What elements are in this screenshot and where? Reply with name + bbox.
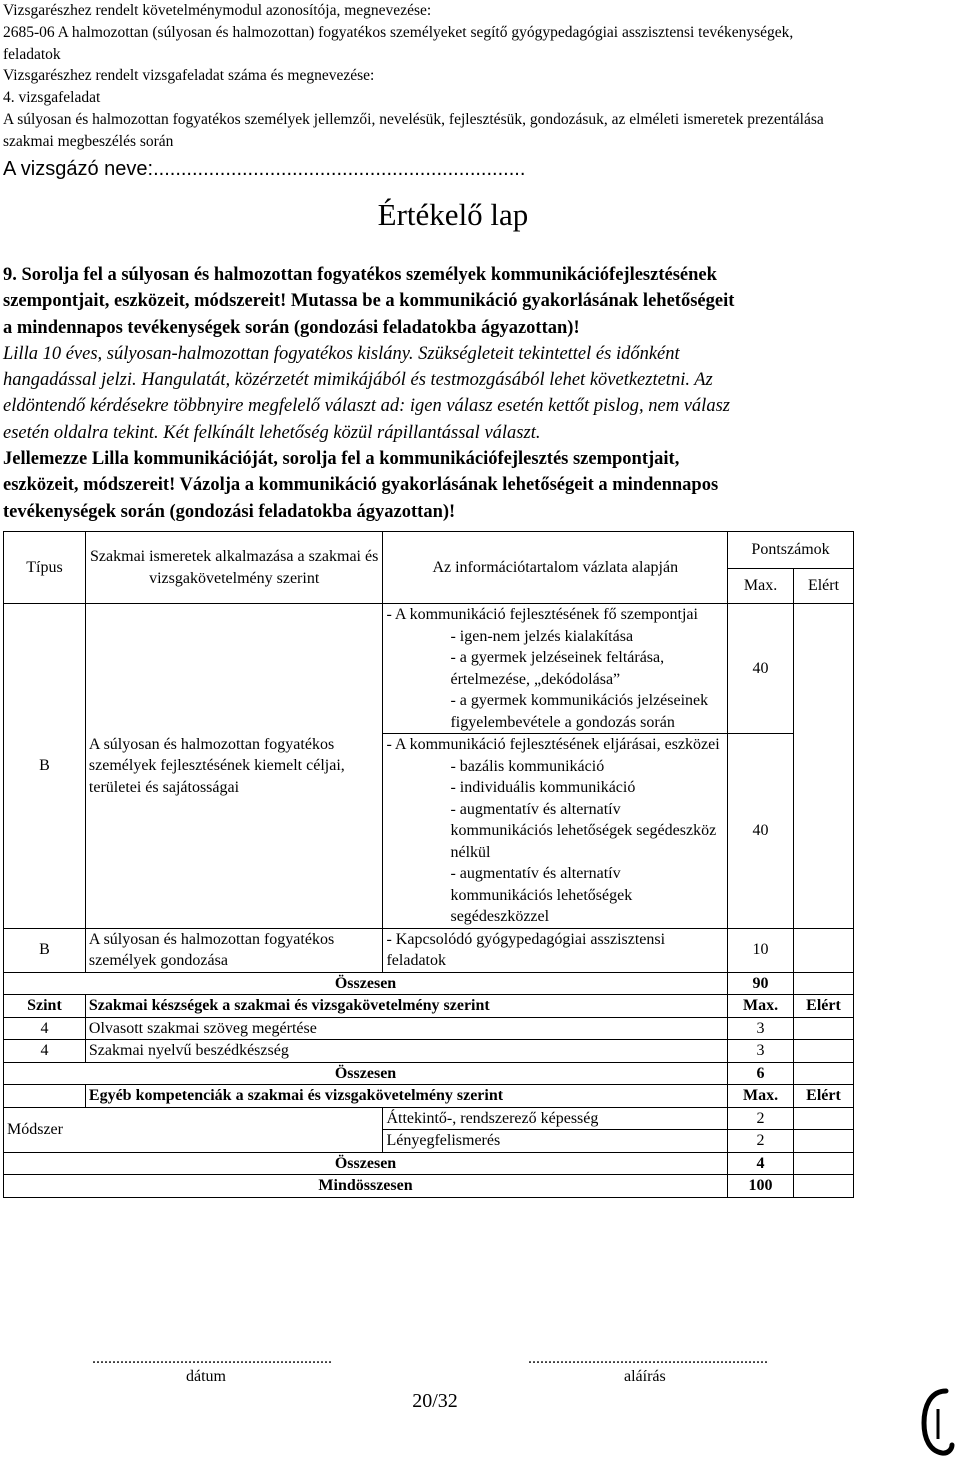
header-type: Típus xyxy=(4,532,86,604)
page-number: 20/32 xyxy=(412,1390,458,1412)
task-line: tevékenységek során (gondozási feladatokba ágyazottan)! xyxy=(3,501,456,522)
header-line: A súlyosan és halmozottan fogyatékos személyek jellemzői, nevelésük, fejlesztésük, gondozásuk, az elméleti ismeretek prezentálása xyxy=(3,110,824,128)
other-achieved-header: Elért xyxy=(794,1085,854,1108)
info-line: - augmentatív és alternatív kommunikációs lehetőségek segédeszköz nélkül xyxy=(450,800,717,861)
header-line: Vizsgarészhez rendelt vizsgafeladat száma és megnevezése: xyxy=(3,67,375,85)
total-value: 90 xyxy=(728,972,794,995)
table-row xyxy=(4,928,854,972)
skill-name: Szakmai nyelvű beszédkészség xyxy=(85,1040,727,1063)
competence-name: Lényegfelismerés xyxy=(383,1130,728,1153)
task-line: eszközeit, módszereit! Vázolja a kommunikáció gyakorlásának lehetőségeit a mindennapos xyxy=(3,475,719,496)
table-header-row xyxy=(4,532,854,569)
total-value: 4 xyxy=(728,1152,794,1175)
skill-achieved[interactable] xyxy=(794,1040,854,1063)
info-line: - individuális kommunikáció xyxy=(450,779,636,796)
header-line: szakmai megbeszélés során xyxy=(3,132,174,150)
total-row xyxy=(4,972,854,995)
task-line: szempontjait, eszközeit, módszereit! Mutassa be a kommunikáció gyakorlásának lehetőségeit xyxy=(3,291,735,312)
info-line: - igen-nem jelzés kialakítása xyxy=(450,627,634,645)
total-label: Összesen xyxy=(4,1152,728,1175)
row-knowledge: A súlyosan és halmozottan fogyatékos személyek fejlesztésének kiemelt céljai, területei és sajátosságai xyxy=(85,604,383,929)
skill-level: 4 xyxy=(4,1017,86,1040)
header-info: Az információtartalom vázlata alapján xyxy=(383,532,728,604)
task-line: 9. Sorolja fel a súlyosan és halmozottan fogyatékos személyek kommunikációfejlesztésének xyxy=(3,265,717,285)
info-line: - a gyermek jelzéseinek feltárása, értelmezése, „dekódolása” xyxy=(450,649,665,688)
other-max-header: Max. xyxy=(728,1085,794,1108)
table-row xyxy=(4,604,854,734)
row-info xyxy=(383,604,728,734)
competence-name: Áttekintő-, rendszerező képesség xyxy=(383,1107,728,1130)
header-achieved: Elért xyxy=(794,569,854,604)
skill-achieved[interactable] xyxy=(794,1017,854,1040)
table-row xyxy=(4,1107,854,1130)
header-line: Vizsgarészhez rendelt követelménymodul azonosítója, megnevezése: xyxy=(3,2,432,19)
grand-total-row xyxy=(4,1175,854,1198)
signature-dots: ............................................................ xyxy=(528,1350,768,1367)
total-achieved[interactable] xyxy=(794,1152,854,1175)
header-line: 2685-06 A halmozottan (súlyosan és halmozottan) fogyatékos személyeket segítő gyógypedagógiai asszisztensi tevékenységek, xyxy=(3,23,794,41)
skill-max: 3 xyxy=(728,1017,794,1040)
info-line: - a gyermek kommunikációs jelzéseinek figyelembevétele a gondozás során xyxy=(450,692,709,731)
row-achieved[interactable] xyxy=(794,928,854,972)
task-description xyxy=(3,262,953,525)
competence-max: 2 xyxy=(728,1130,794,1153)
method-label: Módszer xyxy=(4,1107,383,1152)
document-header xyxy=(3,0,953,153)
examinee-name-field: A vizsgázó neve:................................................................... xyxy=(3,158,526,180)
total-achieved[interactable] xyxy=(794,972,854,995)
total-row xyxy=(4,1152,854,1175)
skill-name: Olvasott szakmai szöveg megértése xyxy=(85,1017,727,1040)
row-type: B xyxy=(4,928,86,972)
row-max: 40 xyxy=(728,734,794,929)
section-header-row xyxy=(4,995,854,1018)
header-line: 4. vizsgafeladat xyxy=(3,89,101,107)
total-label: Összesen xyxy=(4,1062,728,1085)
row-max: 40 xyxy=(728,604,794,734)
info-line: - bazális kommunikáció xyxy=(450,757,605,775)
section-header-row xyxy=(4,1085,854,1108)
skills-achieved-header: Elért xyxy=(794,995,854,1018)
task-line: Jellemezze Lilla kommunikációját, sorolja fel a kommunikációfejlesztés szempontjait, xyxy=(3,449,680,470)
skills-header: Szakmai készségek a szakmai és vizsgakövetelmény szerint xyxy=(85,995,727,1018)
info-line: - augmentatív és alternatív kommunikációs lehetőségek segédeszközzel xyxy=(450,865,633,925)
competence-max: 2 xyxy=(728,1107,794,1130)
date-label: dátum xyxy=(186,1368,226,1385)
header-max: Max. xyxy=(728,569,794,604)
total-achieved[interactable] xyxy=(794,1062,854,1085)
total-value: 6 xyxy=(728,1062,794,1085)
competence-achieved[interactable] xyxy=(794,1130,854,1153)
signature-label: aláírás xyxy=(624,1368,666,1385)
date-dots: ............................................................ xyxy=(92,1350,332,1367)
evaluation-table xyxy=(3,531,854,1198)
case-line: eldöntendő kérdésekre többnyire megfelelő választ ad: igen válasz esetén kettőt pislog, nem válasz xyxy=(3,396,730,417)
row-info: - Kapcsolódó gyógypedagógiai asszisztensi feladatok xyxy=(383,928,728,972)
page-title: Értékelő lap xyxy=(377,197,529,232)
grand-total-value: 100 xyxy=(728,1175,794,1198)
row-knowledge: A súlyosan és halmozottan fogyatékos személyek gondozása xyxy=(85,928,383,972)
row-achieved[interactable] xyxy=(794,604,854,929)
table-row xyxy=(4,1017,854,1040)
competence-achieved[interactable] xyxy=(794,1107,854,1130)
info-line: - A kommunikáció fejlesztésének fő szempontjai xyxy=(386,606,698,623)
other-header: Egyéb kompetenciák a szakmai és vizsgakövetelmény szerint xyxy=(85,1085,727,1108)
total-row xyxy=(4,1062,854,1085)
task-line: a mindennapos tevékenységek során (gondozási feladatokba ágyazottan)! xyxy=(3,317,580,338)
grand-total-achieved[interactable] xyxy=(794,1175,854,1198)
row-max: 10 xyxy=(728,928,794,972)
header-line: feladatok xyxy=(3,45,61,63)
skills-max-header: Max. xyxy=(728,995,794,1018)
row-info xyxy=(383,734,728,929)
skills-level-header: Szint xyxy=(4,995,86,1018)
case-line: esetén oldalra tekint. Két felkínált lehetőség közül rápillantással választ. xyxy=(3,422,541,443)
empty-cell xyxy=(4,1085,86,1108)
publisher-logo-icon xyxy=(916,1385,956,1459)
skill-level: 4 xyxy=(4,1040,86,1063)
info-line: - A kommunikáció fejlesztésének eljárásai, eszközei xyxy=(386,736,720,753)
header-knowledge: Szakmai ismeretek alkalmazása a szakmai és vizsgakövetelmény szerint xyxy=(85,532,383,604)
skill-max: 3 xyxy=(728,1040,794,1063)
row-type: B xyxy=(4,604,86,929)
header-points: Pontszámok xyxy=(728,532,854,569)
case-line: Lilla 10 éves, súlyosan-halmozottan fogyatékos kislány. Szükségleteit tekintettel és időnként xyxy=(3,343,680,364)
grand-total-label: Mindösszesen xyxy=(4,1175,728,1198)
case-line: hangadással jelzi. Hangulatát, közérzetét mimikájából és testmozgásából lehet következtetni. Az xyxy=(3,370,713,391)
table-row xyxy=(4,1040,854,1063)
total-label: Összesen xyxy=(4,972,728,995)
